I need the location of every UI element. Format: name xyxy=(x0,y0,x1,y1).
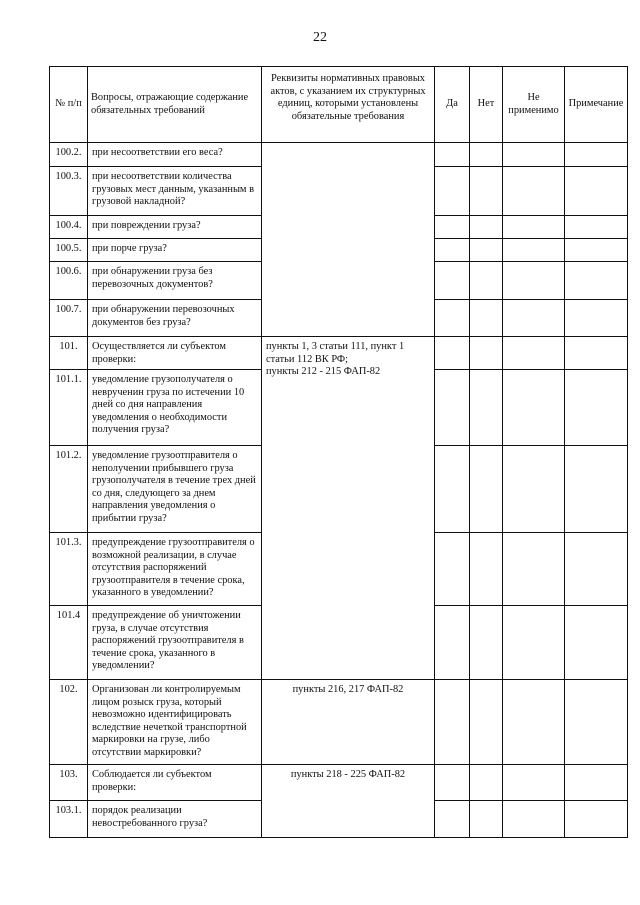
yes-cell[interactable] xyxy=(435,216,470,239)
row-question: уведомление грузоотправителя о неполучении прибывшего груза грузополучателя в течение трех дней со дня, следующего за днем направления уведомления о прибытии груза? xyxy=(88,446,262,533)
note-cell[interactable] xyxy=(565,446,628,533)
row-num: 103.1. xyxy=(50,801,88,838)
no-cell[interactable] xyxy=(470,446,503,533)
yes-cell[interactable] xyxy=(435,606,470,680)
row-question: при обнаружении груза без перевозочных документов? xyxy=(88,262,262,300)
header-row xyxy=(50,67,628,143)
note-cell[interactable] xyxy=(565,337,628,370)
na-cell[interactable] xyxy=(503,533,565,606)
header-requisites: Реквизиты нормативных правовых актов, с указанием их структурных единиц, которыми установлены обязательные требования xyxy=(262,67,435,143)
row-question: при порче груза? xyxy=(88,239,262,262)
row-question: при обнаружении перевозочных документов без груза? xyxy=(88,300,262,337)
row-num: 100.4. xyxy=(50,216,88,239)
row-num: 100.2. xyxy=(50,143,88,167)
row-requisites: пункты 218 - 225 ФАП-82 xyxy=(262,765,435,838)
checklist-table xyxy=(49,66,628,838)
note-cell[interactable] xyxy=(565,300,628,337)
no-cell[interactable] xyxy=(470,533,503,606)
note-cell[interactable] xyxy=(565,606,628,680)
na-cell[interactable] xyxy=(503,143,565,167)
na-cell[interactable] xyxy=(503,239,565,262)
yes-cell[interactable] xyxy=(435,262,470,300)
row-num: 103. xyxy=(50,765,88,801)
header-note: Примечание xyxy=(565,67,628,143)
na-cell[interactable] xyxy=(503,606,565,680)
yes-cell[interactable] xyxy=(435,533,470,606)
note-cell[interactable] xyxy=(565,370,628,446)
no-cell[interactable] xyxy=(470,167,503,216)
no-cell[interactable] xyxy=(470,370,503,446)
yes-cell[interactable] xyxy=(435,801,470,838)
note-cell[interactable] xyxy=(565,143,628,167)
row-num: 101. xyxy=(50,337,88,370)
note-cell[interactable] xyxy=(565,801,628,838)
header-questions: Вопросы, отражающие содержание обязательных требований xyxy=(88,67,262,143)
yes-cell[interactable] xyxy=(435,765,470,801)
row-question: Осуществляется ли субъектом проверки: xyxy=(88,337,262,370)
note-cell[interactable] xyxy=(565,239,628,262)
no-cell[interactable] xyxy=(470,143,503,167)
row-question: Соблюдается ли субъектом проверки: xyxy=(88,765,262,801)
yes-cell[interactable] xyxy=(435,300,470,337)
table-row xyxy=(50,765,628,801)
note-cell[interactable] xyxy=(565,216,628,239)
note-cell[interactable] xyxy=(565,680,628,765)
na-cell[interactable] xyxy=(503,370,565,446)
yes-cell[interactable] xyxy=(435,143,470,167)
no-cell[interactable] xyxy=(470,300,503,337)
no-cell[interactable] xyxy=(470,337,503,370)
row-num: 102. xyxy=(50,680,88,765)
row-requisites: пункты 216, 217 ФАП-82 xyxy=(262,680,435,765)
note-cell[interactable] xyxy=(565,262,628,300)
na-cell[interactable] xyxy=(503,680,565,765)
row-num: 100.5. xyxy=(50,239,88,262)
row-question: при несоответствии его веса? xyxy=(88,143,262,167)
na-cell[interactable] xyxy=(503,765,565,801)
yes-cell[interactable] xyxy=(435,167,470,216)
table-row xyxy=(50,337,628,370)
row-requisites xyxy=(262,337,435,680)
row-num: 101.2. xyxy=(50,446,88,533)
header-na: Не применимо xyxy=(503,67,565,143)
na-cell[interactable] xyxy=(503,300,565,337)
header-yes: Да xyxy=(435,67,470,143)
no-cell[interactable] xyxy=(470,262,503,300)
no-cell[interactable] xyxy=(470,239,503,262)
note-cell[interactable] xyxy=(565,533,628,606)
na-cell[interactable] xyxy=(503,167,565,216)
row-question: уведомление грузополучателя о неврученин груза по истечении 10 дней со дня направления уведомления о необходимости получения груза? xyxy=(88,370,262,446)
page-number: 22 xyxy=(313,30,327,45)
row-question: Организован ли контролируемым лицом розыск груза, который невозможно идентифицировать вследствие нечеткой транспортной маркировки на грузе, либо отсутствии маркировки? xyxy=(88,680,262,765)
row-question: при повреждении груза? xyxy=(88,216,262,239)
row-num: 101.1. xyxy=(50,370,88,446)
na-cell[interactable] xyxy=(503,216,565,239)
header-num: № п/п xyxy=(50,67,88,143)
row-question: предупреждение грузоотправителя о возможной реализации, в случае отсутствия распоряжений грузоотправителя в течение срока, указанного в уведомлении? xyxy=(88,533,262,606)
table-row xyxy=(50,143,628,167)
yes-cell[interactable] xyxy=(435,239,470,262)
note-cell[interactable] xyxy=(565,765,628,801)
header-no: Нет xyxy=(470,67,503,143)
row-num: 101.3. xyxy=(50,533,88,606)
yes-cell[interactable] xyxy=(435,446,470,533)
row-num: 100.3. xyxy=(50,167,88,216)
row-question: при несоответствии количества грузовых мест данным, указанным в грузовой накладной? xyxy=(88,167,262,216)
note-cell[interactable] xyxy=(565,167,628,216)
na-cell[interactable] xyxy=(503,446,565,533)
requisites-line: пункты 212 - 215 ФАП-82 xyxy=(266,366,381,377)
row-num: 101.4 xyxy=(50,606,88,680)
no-cell[interactable] xyxy=(470,606,503,680)
no-cell[interactable] xyxy=(470,680,503,765)
na-cell[interactable] xyxy=(503,337,565,370)
no-cell[interactable] xyxy=(470,765,503,801)
row-requisites-empty xyxy=(262,143,435,337)
requisites-line: пункты 1, 3 статьи 111, пункт 1 статьи 112 ВК РФ; xyxy=(266,341,405,365)
no-cell[interactable] xyxy=(470,216,503,239)
na-cell[interactable] xyxy=(503,262,565,300)
row-num: 100.6. xyxy=(50,262,88,300)
yes-cell[interactable] xyxy=(435,370,470,446)
row-num: 100.7. xyxy=(50,300,88,337)
na-cell[interactable] xyxy=(503,801,565,838)
row-question: предупреждение об уничтожении груза, в случае отсутствия распоряжений грузоотправителя в течение срока, указанного в уведомлении? xyxy=(88,606,262,680)
no-cell[interactable] xyxy=(470,801,503,838)
table-row xyxy=(50,680,628,765)
yes-cell[interactable] xyxy=(435,337,470,370)
yes-cell[interactable] xyxy=(435,680,470,765)
row-question: порядок реализации невостребованного груза? xyxy=(88,801,262,838)
